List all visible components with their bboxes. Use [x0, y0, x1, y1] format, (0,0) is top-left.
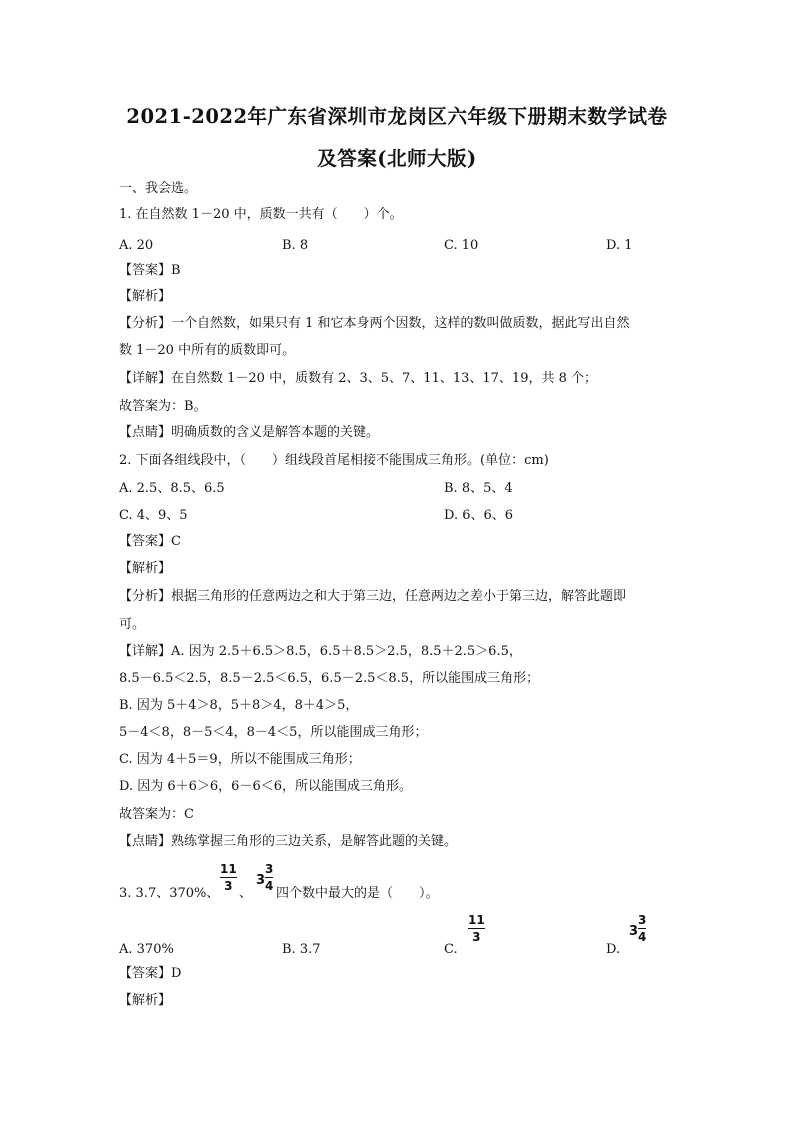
q1-option-c: C. 10 [444, 238, 479, 253]
q3-answer: 【答案】D [119, 966, 182, 981]
q3-stem-prefix: 3. 3.7、370%、 [119, 886, 220, 901]
q1-option-a: A. 20 [119, 238, 154, 253]
q2-option-d: D. 6、6、6 [444, 508, 514, 523]
q1-analysis-line2: 数 1－20 中所有的质数即可。 [119, 343, 296, 358]
fraction-bar [638, 928, 646, 929]
q3-option-c-label: C. [444, 942, 458, 957]
q2-conclusion: 故答案为：C [119, 807, 194, 822]
q3-option-c-numerator: 11 [468, 913, 485, 927]
q3-stem-suffix: 四个数中最大的是（ ）。 [276, 886, 439, 901]
q3-option-d-mixed-number [629, 913, 651, 949]
fraction-bar [220, 877, 237, 878]
q2-detail-line6: D. 因为 6＋6＞6，6－6＜6，所以能围成三角形。 [119, 779, 412, 794]
q2-stem: 2. 下面各组线段中，（ ）组线段首尾相接不能围成三角形。(单位：cm) [119, 453, 549, 468]
q3-fraction-11-3 [220, 862, 237, 893]
q2-jiexi: 【解析】 [119, 561, 172, 576]
q3-option-d-fraction [638, 913, 646, 944]
q2-detail-line5: C. 因为 4＋5＝9，所以不能围成三角形； [119, 752, 361, 767]
q1-stem: 1. 在自然数 1－20 中，质数一共有（ ）个。 [119, 207, 403, 222]
q1-jiexi: 【解析】 [119, 289, 172, 304]
q3-mixed-denominator: 4 [265, 879, 274, 893]
q3-mixed-whole: 3 [256, 873, 266, 888]
q2-detail-line4: 5－4＜8，8－5＜4，8－4＜5，所以能围成三角形； [119, 725, 428, 740]
q2-option-b: B. 8、5、4 [444, 481, 513, 496]
doc-title-line1: 2021-2022年广东省深圳市龙岗区六年级下册期末数学试卷 [126, 105, 668, 128]
q1-conclusion: 故答案为：B。 [119, 399, 207, 414]
q1-option-b: B. 8 [282, 238, 309, 253]
q2-answer: 【答案】C [119, 534, 181, 549]
q2-detail-line3: B. 因为 5＋4＞8，5＋8＞4，8＋4＞5， [119, 698, 359, 713]
q1-option-d: D. 1 [606, 238, 633, 253]
q2-detail-line2: 8.5－6.5＜2.5，8.5－2.5＜6.5，6.5－2.5＜8.5，所以能围成三角形； [119, 671, 540, 686]
q3-option-d-label: D. [606, 942, 621, 957]
q3-separator: 、 [239, 886, 253, 901]
q2-option-a: A. 2.5、8.5、6.5 [119, 481, 225, 496]
q3-option-d-numerator: 3 [638, 913, 647, 927]
q2-tip: 【点睛】熟练掌握三角形的三边关系，是解答此题的关键。 [119, 834, 458, 849]
q3-option-b: B. 3.7 [282, 942, 321, 957]
q2-analysis-line2: 可。 [119, 617, 146, 632]
q3-mixed-numerator: 3 [265, 862, 274, 876]
q3-option-d-denominator: 4 [638, 930, 647, 944]
q3-mixed-fraction [265, 862, 273, 893]
q3-mixed-number [256, 862, 278, 898]
q1-detail: 【详解】在自然数 1－20 中，质数有 2、3、5、7、11、13、17、19，共 8 个； [119, 371, 597, 386]
q3-jiexi: 【解析】 [119, 993, 172, 1008]
section-heading: 一、我会选。 [119, 181, 198, 196]
doc-title-line2: 及答案(北师大版) [317, 147, 477, 170]
q3-fraction-numerator: 11 [220, 862, 237, 876]
q2-option-c: C. 4、9、5 [119, 508, 188, 523]
q3-option-c-denominator: 3 [472, 930, 481, 944]
q3-option-c-fraction [468, 913, 485, 944]
q2-analysis-line1: 【分析】根据三角形的任意两边之和大于第三边，任意两边之差小于第三边，解答此题即 [119, 589, 627, 604]
q1-answer: 【答案】B [119, 263, 181, 278]
q2-detail-line1: 【详解】A. 因为 2.5＋6.5＞8.5，6.5＋8.5＞2.5，8.5＋2.5＞6.5， [119, 644, 522, 659]
q3-fraction-denominator: 3 [224, 879, 233, 893]
q3-option-d-whole: 3 [629, 924, 639, 939]
q1-analysis-line1: 【分析】一个自然数，如果只有 1 和它本身两个因数，这样的数叫做质数，据此写出自然 [119, 316, 630, 331]
fraction-bar [265, 877, 273, 878]
fraction-bar [468, 928, 485, 929]
q1-tip: 【点睛】明确质数的含义是解答本题的关键。 [119, 425, 380, 440]
q3-option-a: A. 370% [119, 942, 174, 957]
